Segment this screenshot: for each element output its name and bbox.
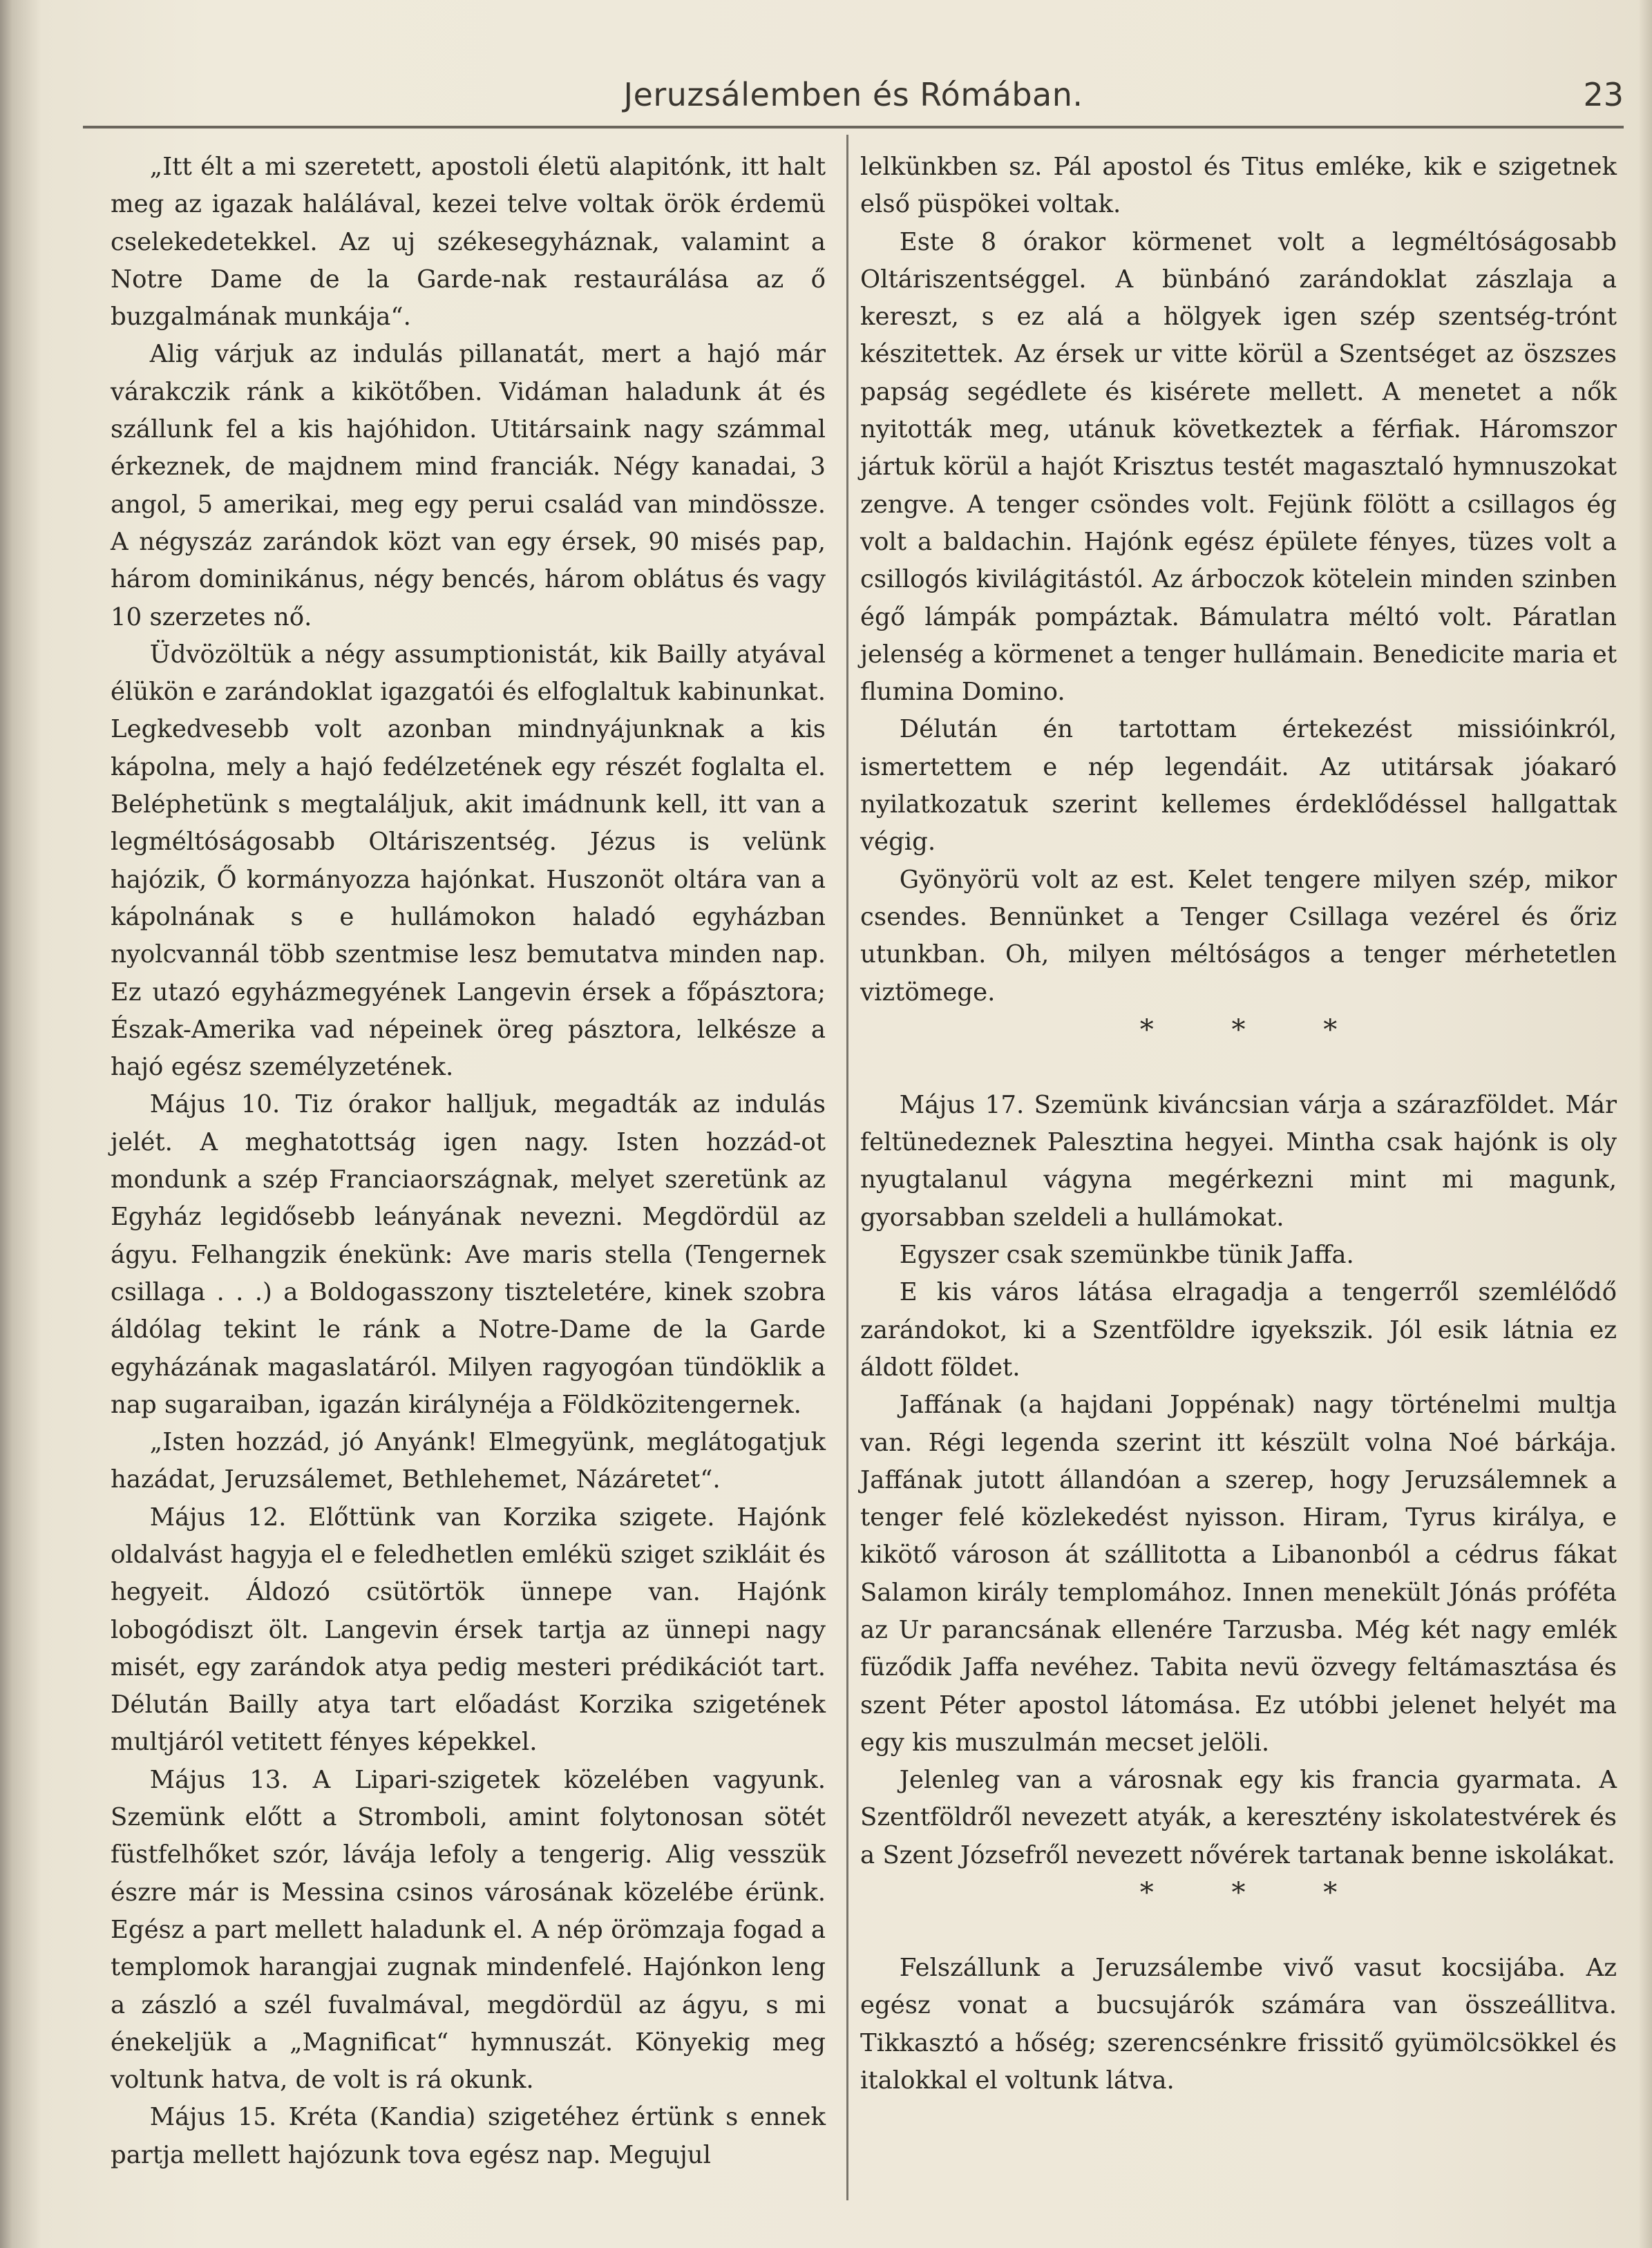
paragraph: „Isten hozzád, jó Anyánk! Elmegyünk, meglátogatjuk hazádat, Jeruzsálemet, Bethlehemet, Názáretet“. xyxy=(111,1428,826,1494)
page-edge-shadow xyxy=(1638,0,1652,2248)
page-header xyxy=(83,76,1624,124)
paragraph: Este 8 órakor körmenet volt a legméltóságosabb Oltáriszentséggel. A bünbánó zarándoklat zászlaja a kereszt, s ez alá a hölgyek igen szép szentség-trónt készitettek. Az érsek ur vitte körül a Szentséget az öszszes papság segédlete és kisérete mellett. A menetet a nők nyitották meg, utánuk következtek a férfiak. Háromszor jártuk körül a hajót Krisztus testét magasztaló hymnuszokat zengve. A tenger csöndes volt. Fejünk fölött a csillagos ég volt a baldachin. Hajónk egész épülete fényes, tüzes volt a csillogós kivilágitástól. Az árboczok kötelein minden szinben égő lámpák pompáztak. Bámulatra méltó volt. Páratlan jelenség a körmenet a tenger hullámain. Benedicite maria et flumina Domino. xyxy=(860,227,1617,707)
section-separator: * * * xyxy=(1139,1013,1372,1046)
paragraph: Délután én tartottam értekezést missióinkról, ismertettem e nép legendáit. Az utitársak jóakaró nyilatkozatuk szerint kellemes érdeklődéssel hallgattak végig. xyxy=(860,715,1617,857)
paragraph: E kis város látása elragadja a tengerről szemlélődő zarándokot, ki a Szentföldre igyekszik. Jól esik látnia ez áldott földet. xyxy=(860,1278,1617,1382)
left-column xyxy=(111,149,826,2174)
paragraph: Felszállunk a Jeruzsálembe vivő vasut kocsijába. Az egész vonat a bucsujárók számára van összeállitva. Tikkasztó a hőség; szerencsénkre frissitő gyümölcsökkel és italokkal el voltunk látva. xyxy=(860,1954,1617,2095)
page-number: 23 xyxy=(1583,76,1624,113)
paragraph: Üdvözöltük a négy assumptionistát, kik Bailly atyával élükön e zarándoklat igazgatói és elfoglaltuk kabinunkat. Legkedvesebb volt azonban mindnyájunknak a kis kápolna, mely a hajó fedélzetének egy részét foglalta el. Beléphetünk s megtaláljuk, akit imádnunk kell, itt van a legméltóságosabb Oltáriszentség. Jézus is velünk hajózik, Ő kormányozza hajónkat. Huszonöt oltára van a kápolnának s e hullámokon haladó egyházban nyolcvannál több szentmise lesz bemutatva minden nap. Ez utazó egyházmegyének Langevin érsek a főpásztora; Észak-Amerika vad népeinek öreg pásztora, lelkésze a hajó egész személyzetének. xyxy=(111,640,826,1082)
paragraph: Gyönyörü volt az est. Kelet tengere milyen szép, mikor csendes. Bennünket a Tenger Csillaga vezérel és őriz utunkban. Oh, milyen méltóságos a tenger mérhetetlen viztömege. xyxy=(860,865,1617,1007)
paragraph: „Itt élt a mi szeretett, apostoli életü alapitónk, itt halt meg az igazak halálával, kezei telve voltak örök érdemü cselekedetekkel. Az uj székesegyháznak, valamint a Notre Dame de la Garde-nak restaurálása az ő buzgalmának munkája“. xyxy=(111,153,826,332)
paragraph: Május 15. Kréta (Kandia) szigetéhez értünk s ennek partja mellett hajózunk tova egész nap. Megujul xyxy=(111,2103,826,2169)
paragraph: Május 10. Tiz órakor halljuk, megadták az indulás jelét. A meghatottság igen nagy. Isten hozzád-ot mondunk a szép Franciaországnak, melyet szeretünk az Egyház legidősebb leányának nevezni. Megdördül az ágyu. Felhangzik énekünk: Ave maris stella (Tengernek csillaga . . .) a Boldogasszony tiszteletére, kinek szobra áldólag tekint le ránk a Notre-Dame de la Garde egyházának magaslatáról. Milyen ragyogóan tündöklik a nap sugaraiban, igazán királynéja a Földközitengernek. xyxy=(111,1090,826,1419)
column-divider xyxy=(846,135,848,2200)
paragraph: Május 13. A Lipari-szigetek közelében vagyunk. Szemünk előtt a Stromboli, amint folytonosan sötét füstfelhőket szór, lávája lefoly a tengerig. Alig vesszük észre már is Messina csinos városának közelébe érünk. Egész a part mellett haladunk el. A nép örömzaja fogad a templomok harangjai zugnak mindenfelé. Hajónkon leng a zászló a szél fuvalmával, megdördül az ágyu, s mi énekeljük a „Magnificat“ hymnuszát. Könyekig meg voltunk hatva, de volt is rá okunk. xyxy=(111,1765,826,2095)
header-rule xyxy=(83,126,1624,128)
section-separator: * * * xyxy=(1139,1877,1372,1909)
right-column xyxy=(860,149,1617,2099)
paragraph: Jaffának (a hajdani Joppénak) nagy történelmi multja van. Régi legenda szerint itt készült volna Noé bárkája. Jaffának jutott állandóan a szerep, hogy Jeruzsálemnek a tenger felé közlekedést nyisson. Hiram, Tyrus királya, e kikötő városon át szállitotta a Libanonból a cédrus fákat Salamon király templomához. Innen menekült Jónás próféta az Ur parancsának ellenére Tarzusba. Még két nagy emlék füződik Jaffa nevéhez. Tabita nevü özvegy feltámasztása és szent Péter apostol látomása. Ez utóbbi jelenet helyét ma egy kis muszulmán mecset jelöli. xyxy=(860,1391,1617,1757)
paragraph: Alig várjuk az indulás pillanatát, mert a hajó már várakczik ránk a kikötőben. Vidáman haladunk át és szállunk fel a kis hajóhidon. Utitársaink nagy számmal érkeznek, de majdnem mind franciák. Négy kanadai, 3 angol, 5 amerikai, meg egy perui család van mindössze. A négyszáz zarándok közt van egy érsek, 90 misés pap, három dominikánus, négy bencés, három oblátus és vagy 10 szerzetes nő. xyxy=(111,340,826,631)
running-title: Jeruzsálemben és Rómában. xyxy=(623,76,1083,113)
paragraph: lelkünkben sz. Pál apostol és Titus emléke, kik e szigetnek első püspökei voltak. xyxy=(860,153,1617,219)
paragraph: Jelenleg van a városnak egy kis francia gyarmata. A Szentföldről nevezett atyák, a keresztény iskolatestvérek és a Szent Józsefről nevezett nővérek tartanak benne iskolákat. xyxy=(860,1766,1617,1869)
paragraph: Egyszer csak szemünkbe tünik Jaffa. xyxy=(899,1241,1354,1270)
paragraph: Május 12. Előttünk van Korzika szigete. Hajónk oldalvást hagyja el e feledhetlen emlékü sziget szikláit és hegyeit. Áldozó csütörtök ünnepe van. Hajónk lobogódiszt ölt. Langevin érsek tartja az ünnepi nagy misét, egy zarándok atya pedig mesteri prédikációt tart. Délután Bailly atya tart előadást Korzika szigetének multjáról vetitett fényes képekkel. xyxy=(111,1503,826,1757)
paragraph: Május 17. Szemünk kiváncsian várja a szárazföldet. Már feltünedeznek Palesztina hegyei. Mintha csak hajónk is oly nyugtalanul vágyna megérkezni mint mi magunk, gyorsabban szeldeli a hullámokat. xyxy=(860,1090,1617,1232)
